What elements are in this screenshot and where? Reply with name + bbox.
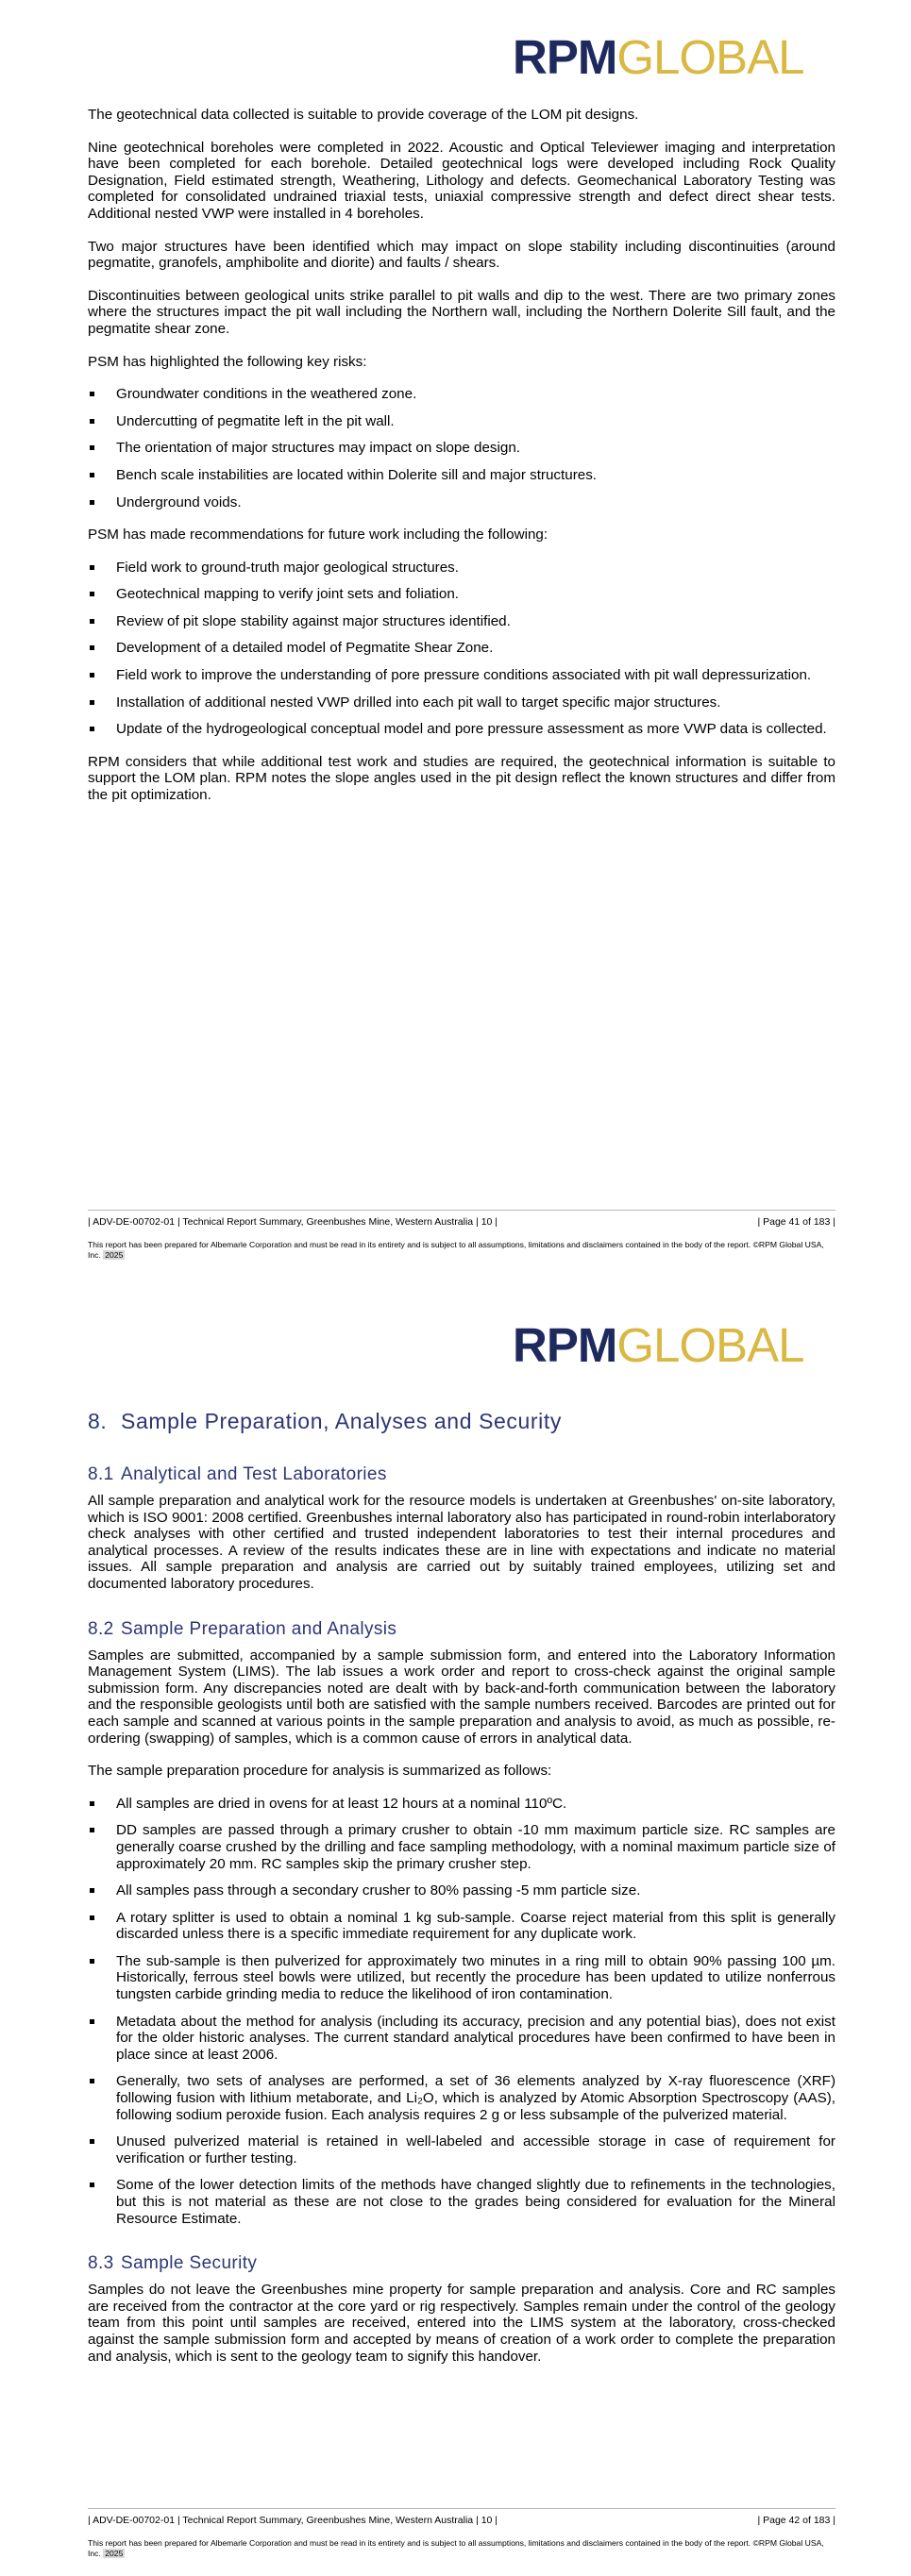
subsection-title: Analytical and Test Laboratories — [121, 1464, 387, 1484]
paragraph: Nine geotechnical boreholes were completed in 2022. Acoustic and Optical Televiewer imaging and interpretation have been completed for each borehole. Detailed geotechnical logs were developed including Rock Quality Designation, Field estimated strength, Weathering, Lithology and defects. Geomechanical Laboratory Testing was completed for consolidated undrained triaxial tests, uniaxial compressive strength and defect direct shear tests. Additional nested VWP were installed in 4 boreholes. — [88, 139, 835, 222]
footer-report-id: | ADV-DE-00702-01 | Technical Report Summary, Greenbushes Mine, Western Australia | 10 | — [88, 1216, 498, 1228]
logo-global-text: GLOBAL — [616, 30, 804, 84]
list-item: All samples pass through a secondary crusher to 80% passing -5 mm particle size. — [88, 1882, 835, 1899]
list-item: A rotary splitter is used to obtain a nominal 1 kg sub-sample. Coarse reject material from this split is generally discarded unless there is a specific immediate requirement for any duplicate work. — [88, 1910, 835, 1943]
key-risks-list — [88, 386, 835, 510]
subsection-heading-8-3 — [88, 2253, 835, 2274]
disclaimer-text: This report has been prepared for Albemarle Corporation and must be read in its entirety and is subject to all assumptions, limitations and disclaimers contained in the body of the report. ©RPM Global USA, Inc. — [88, 1240, 824, 1260]
paragraph: All sample preparation and analytical work for the resource models is undertaken at Greenbushes' on-site laboratory, which is ISO 9001: 2008 certified. Greenbushes internal laboratory also has participated in round-robin interlaboratory check analyses with other certified and trusted independent laboratories to test their internal procedures and analytical processes. A review of the results indicates these are in line with expectations and indicate no material issues. All sample preparation and analysis are carried out by suitably trained employees, utilizing set and documented laboratory procedures. — [88, 1493, 835, 1592]
list-item: DD samples are passed through a primary crusher to obtain -10 mm maximum particle size. RC samples are generally coarse crushed by the drilling and face sampling methodology, with a nominal maximum particle size of approximately 20 mm. RC samples skip the primary crusher step. — [88, 1822, 835, 1872]
subsection-heading-8-2 — [88, 1619, 835, 1640]
paragraph: PSM has made recommendations for future work including the following: — [88, 527, 548, 544]
list-item: The sub-sample is then pulverized for approximately two minutes in a ring mill to obtain 90% passing 100 µm. Historically, ferrous steel bowls were utilized, but recently the procedure has been updated to utilize nonferrous tungsten carbide grinding media to reduce the likelihood of iron contamination. — [88, 1953, 835, 2003]
list-item: Metadata about the method for analysis (including its accuracy, precision and any potential bias), does not exist for the older historic analyses. The current standard analytical procedures have been confirmed to have been in place since at least 2006. — [88, 2014, 835, 2064]
footer-report-id: | ADV-DE-00702-01 | Technical Report Summary, Greenbushes Mine, Western Australia | 10 | — [88, 2515, 498, 2526]
section-number: 8. — [88, 1409, 108, 1433]
disclaimer-text: This report has been prepared for Albemarle Corporation and must be read in its entirety and is subject to all assumptions, limitations and disclaimers contained in the body of the report. ©RPM Global USA, Inc. — [88, 2538, 824, 2558]
subsection-title: Sample Preparation and Analysis — [121, 1618, 397, 1639]
copyright-year: 2025 — [105, 1249, 124, 1260]
paragraph: RPM considers that while additional test work and studies are required, the geotechnical information is suitable to support the LOM plan. RPM notes the slope angles used in the pit design reflect the known structures and differ from the pit optimization. — [88, 753, 835, 804]
footer-divider — [88, 2508, 835, 2509]
paragraph: Samples do not leave the Greenbushes mine property for sample preparation and analysis. Core and RC samples are received from the contractor at the core yard or rig respectively. Samples remain under the control of the geology team from this point until samples are received, entered into the LIMS system at the laboratory, cross-checked against the sample submission form and accepted by means of creation of a work order to complete the preparation and analysis, which is sent to the geology team to signify this handover. — [88, 2282, 835, 2365]
paragraph: The sample preparation procedure for analysis is summarized as follows: — [88, 1763, 552, 1780]
paragraph: Two major structures have been identified which may impact on slope stability including discontinuities (around pegmatite, granofels, amphibolite and diorite) and faults / shears. — [88, 238, 835, 272]
list-item: Underground voids. — [88, 494, 835, 511]
list-item: Review of pit slope stability against major structures identified. — [88, 613, 835, 630]
list-item: Field work to ground-truth major geological structures. — [88, 560, 835, 577]
list-item: Bench scale instabilities are located within Dolerite sill and major structures. — [88, 467, 835, 484]
list-item: Development of a detailed model of Pegmatite Shear Zone. — [88, 640, 835, 657]
list-item: Installation of additional nested VWP drilled into each pit wall to target specific major structures. — [88, 694, 835, 711]
footer-page-number: | Page 42 of 183 | — [757, 2515, 835, 2526]
paragraph: The geotechnical data collected is suitable to provide coverage of the LOM pit designs. — [88, 107, 639, 123]
page-41-body — [88, 107, 835, 820]
logo-rpm-text: RPM — [513, 30, 617, 84]
paragraph: Samples are submitted, accompanied by a sample submission form, and entered into the Laboratory Information Management System (LIMS). The lab issues a work order and report to cross-check against the original sample submission form. Any discrepancies noted are dealt with by back-and-forth communication between the laboratory and the responsible geologists until both are satisfied with the sample numbers received. Barcodes are printed out for each sample and scanned at various points in the sample preparation and analysis to avoid, as much as possible, re-ordering (swapping) of samples, which is a common cause of errors in analytical data. — [88, 1647, 835, 1747]
subsection-title: Sample Security — [121, 2253, 258, 2274]
logo-global-text: GLOBAL — [616, 1318, 804, 1372]
section-title: Sample Preparation, Analyses and Security — [121, 1409, 562, 1433]
list-item: All samples are dried in ovens for at least 12 hours at a nominal 110ºC. — [88, 1796, 835, 1813]
list-item: Unused pulverized material is retained in well-labeled and accessible storage in case of requirement for verification or further testing. — [88, 2133, 835, 2166]
copyright-year: 2025 — [105, 2548, 124, 2558]
list-item: Field work to improve the understanding of pore pressure conditions associated with pit wall depressurization. — [88, 667, 835, 684]
footer-divider — [88, 1210, 835, 1211]
subsection-heading-8-1 — [88, 1464, 835, 1485]
rpm-global-logo — [513, 30, 804, 84]
subsection-number: 8.1 — [88, 1464, 114, 1484]
footer-disclaimer — [88, 2538, 835, 2558]
paragraph: Discontinuities between geological units strike parallel to pit walls and dip to the west. There are two primary zones where the structures impact the pit wall including the Northern wall, including the Northern Dolerite Sill fault, and the pegmatite shear zone. — [88, 287, 835, 337]
page-footer — [88, 1210, 835, 1260]
list-item: Update of the hydrogeological conceptual model and pore pressure assessment as more VWP data is collected. — [88, 721, 835, 738]
page-42-body — [88, 1408, 835, 2381]
paragraph: PSM has highlighted the following key risks: — [88, 353, 367, 370]
footer-disclaimer — [88, 1240, 835, 1260]
list-item: Groundwater conditions in the weathered zone. — [88, 386, 835, 403]
list-item: Geotechnical mapping to verify joint sets and foliation. — [88, 586, 835, 603]
list-item: The orientation of major structures may impact on slope design. — [88, 440, 835, 457]
sample-preparation-list — [88, 1796, 835, 2227]
section-heading — [88, 1408, 835, 1434]
list-item: Generally, two sets of analyses are performed, a set of 36 elements analyzed by X-ray fluorescence (XRF) following fusion with lithium metaborate, and Li₂O, which is analyzed by Atomic Absorption Spectroscopy (AAS), following sodium peroxide fusion. Each analysis requires 2 g or less subsample of the pulverized material. — [88, 2073, 835, 2123]
logo-rpm-text: RPM — [513, 1318, 617, 1372]
subsection-number: 8.3 — [88, 2253, 114, 2274]
recommendations-list — [88, 560, 835, 738]
list-item: Undercutting of pegmatite left in the pit wall. — [88, 413, 835, 430]
page-footer — [88, 2508, 835, 2558]
page-42 — [0, 1288, 911, 2576]
list-item: Some of the lower detection limits of the methods have changed slightly due to refinements in the technologies, but this is not material as these are not close to the grades being considered for evaluation for the Mineral Resource Estimate. — [88, 2177, 835, 2227]
subsection-number: 8.2 — [88, 1618, 114, 1639]
footer-page-number: | Page 41 of 183 | — [757, 1216, 835, 1228]
rpm-global-logo — [513, 1318, 804, 1372]
